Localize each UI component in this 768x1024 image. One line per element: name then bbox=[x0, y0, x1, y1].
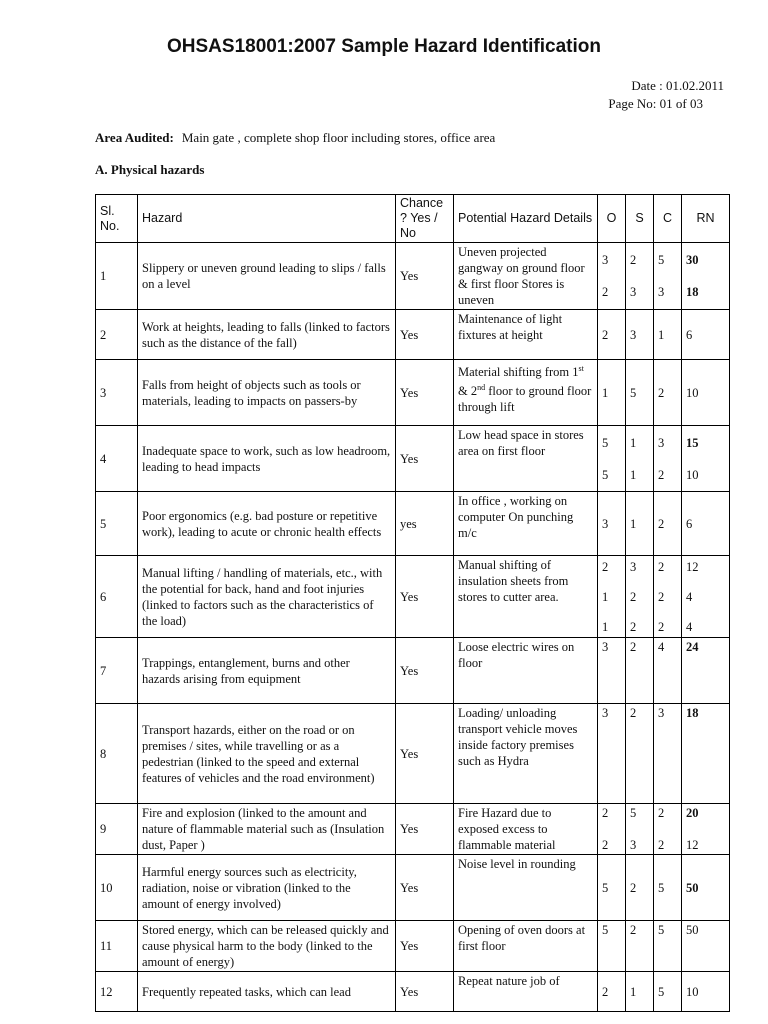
cell-o bbox=[598, 704, 626, 804]
cell-chance: Yes bbox=[396, 360, 454, 426]
cell-hazard: Poor ergonomics (e.g. bad posture or repetitive work), leading to acute or chronic health effects bbox=[138, 492, 396, 556]
table-header-row bbox=[96, 195, 730, 243]
table-row bbox=[96, 426, 730, 492]
value-o: 5 bbox=[602, 467, 609, 482]
value-o: 2 bbox=[602, 285, 609, 299]
cell-sl-no: 1 bbox=[96, 243, 138, 310]
cell-hazard: Manual lifting / handling of materials, etc., with the potential for back, hand and foot injuries (linked to factors such as the characteristics of the load) bbox=[138, 556, 396, 638]
cell-o bbox=[598, 426, 626, 492]
cell-details: Uneven projected gangway on ground floor & first floor Stores is uneven bbox=[454, 243, 598, 310]
value-rn: 10 bbox=[686, 984, 699, 999]
page-number: Page No: 01 of 03 bbox=[608, 96, 703, 111]
cell-o bbox=[598, 492, 626, 556]
cell-rn bbox=[682, 704, 730, 804]
cell-s bbox=[626, 804, 654, 855]
value-s: 2 bbox=[630, 619, 637, 634]
cell-details: Opening of oven doors at first floor bbox=[454, 921, 598, 972]
cell-hazard: Harmful energy sources such as electricity, radiation, noise or vibration (linked to the amount of energy involved) bbox=[138, 855, 396, 921]
cell-rn bbox=[682, 426, 730, 492]
cell-s bbox=[626, 310, 654, 360]
value-s: 3 bbox=[630, 559, 637, 574]
cell-details: Manual shifting of insulation sheets from stores to cutter area. bbox=[454, 556, 598, 638]
cell-chance: Yes bbox=[396, 243, 454, 310]
value-o: 2 bbox=[602, 984, 609, 999]
cell-chance: Yes bbox=[396, 638, 454, 704]
value-o: 1 bbox=[602, 385, 609, 400]
value-o: 2 bbox=[602, 327, 609, 342]
header-c: C bbox=[654, 195, 682, 243]
header-details: Potential Hazard Details bbox=[454, 195, 598, 243]
cell-s bbox=[626, 638, 654, 704]
value-c: 5 bbox=[658, 923, 665, 937]
cell-c bbox=[654, 426, 682, 492]
value-s: 2 bbox=[630, 253, 637, 267]
value-rn: 24 bbox=[686, 640, 699, 654]
header-sl-no: Sl. No. bbox=[96, 195, 138, 243]
cell-rn bbox=[682, 921, 730, 972]
cell-rn bbox=[682, 556, 730, 638]
value-c: 3 bbox=[658, 285, 665, 299]
cell-hazard: Inadequate space to work, such as low headroom, leading to head impacts bbox=[138, 426, 396, 492]
value-rn: 15 bbox=[686, 435, 699, 450]
cell-sl-no: 10 bbox=[96, 855, 138, 921]
cell-hazard: Trappings, entanglement, burns and other hazards arising from equipment bbox=[138, 638, 396, 704]
cell-sl-no: 5 bbox=[96, 492, 138, 556]
value-s: 3 bbox=[630, 285, 637, 299]
cell-c bbox=[654, 310, 682, 360]
value-c: 5 bbox=[658, 253, 665, 267]
cell-rn bbox=[682, 638, 730, 704]
area-audited bbox=[95, 130, 495, 146]
cell-chance: Yes bbox=[396, 804, 454, 855]
cell-chance: Yes bbox=[396, 704, 454, 804]
document-title: OHSAS18001:2007 Sample Hazard Identification bbox=[167, 36, 601, 57]
cell-hazard: Transport hazards, either on the road or on premises / sites, while travelling or as a pedestrian (linked to the speed and external features of vehicles and the road environment) bbox=[138, 704, 396, 804]
value-s: 2 bbox=[630, 706, 637, 720]
value-o: 3 bbox=[602, 640, 609, 654]
table-row bbox=[96, 310, 730, 360]
header-rn: RN bbox=[682, 195, 730, 243]
header-hazard: Hazard bbox=[138, 195, 396, 243]
cell-o bbox=[598, 804, 626, 855]
cell-c bbox=[654, 921, 682, 972]
cell-hazard: Frequently repeated tasks, which can lead bbox=[138, 972, 396, 1012]
value-rn: 4 bbox=[686, 619, 693, 634]
cell-o bbox=[598, 855, 626, 921]
cell-details: Maintenance of light fixtures at height bbox=[454, 310, 598, 360]
cell-o bbox=[598, 310, 626, 360]
value-c: 2 bbox=[658, 806, 665, 820]
value-o: 2 bbox=[602, 559, 609, 574]
value-c: 2 bbox=[658, 516, 665, 531]
value-c: 2 bbox=[658, 619, 665, 634]
document-date: Date : 01.02.2011 bbox=[631, 78, 724, 93]
value-rn: 50 bbox=[686, 923, 699, 937]
cell-c bbox=[654, 638, 682, 704]
table-row bbox=[96, 638, 730, 704]
cell-hazard: Work at heights, leading to falls (linked to factors such as the distance of the fall) bbox=[138, 310, 396, 360]
cell-sl-no: 9 bbox=[96, 804, 138, 855]
value-s: 1 bbox=[630, 984, 637, 999]
cell-s bbox=[626, 243, 654, 310]
header-o: O bbox=[598, 195, 626, 243]
value-rn: 50 bbox=[686, 880, 699, 895]
cell-details: Loose electric wires on floor bbox=[454, 638, 598, 704]
value-s: 2 bbox=[630, 640, 637, 654]
cell-s bbox=[626, 360, 654, 426]
cell-rn bbox=[682, 243, 730, 310]
cell-sl-no: 12 bbox=[96, 972, 138, 1012]
value-c: 4 bbox=[658, 640, 665, 654]
cell-c bbox=[654, 704, 682, 804]
cell-s bbox=[626, 704, 654, 804]
value-c: 3 bbox=[658, 706, 665, 720]
cell-details: Repeat nature job of bbox=[454, 972, 598, 1012]
cell-sl-no: 11 bbox=[96, 921, 138, 972]
cell-rn bbox=[682, 492, 730, 556]
table-row bbox=[96, 704, 730, 804]
value-rn: 20 bbox=[686, 806, 699, 820]
cell-s bbox=[626, 556, 654, 638]
cell-details: Loading/ unloading transport vehicle moves inside factory premises such as Hydra bbox=[454, 704, 598, 804]
value-s: 1 bbox=[630, 467, 637, 482]
cell-s bbox=[626, 426, 654, 492]
cell-chance: Yes bbox=[396, 310, 454, 360]
value-s: 5 bbox=[630, 385, 637, 400]
value-o: 5 bbox=[602, 880, 609, 895]
value-s: 1 bbox=[630, 435, 637, 450]
cell-s bbox=[626, 972, 654, 1012]
value-s: 2 bbox=[630, 880, 637, 895]
value-s: 3 bbox=[630, 327, 637, 342]
value-o: 3 bbox=[602, 516, 609, 531]
value-rn: 12 bbox=[686, 559, 699, 574]
value-c: 2 bbox=[658, 589, 665, 604]
cell-details: Fire Hazard due to exposed excess to flammable material bbox=[454, 804, 598, 855]
cell-o bbox=[598, 638, 626, 704]
cell-c bbox=[654, 804, 682, 855]
value-s: 3 bbox=[630, 838, 637, 852]
cell-c bbox=[654, 492, 682, 556]
value-o: 5 bbox=[602, 923, 609, 937]
table-row bbox=[96, 360, 730, 426]
value-c: 3 bbox=[658, 435, 665, 450]
table-row bbox=[96, 972, 730, 1012]
cell-rn bbox=[682, 972, 730, 1012]
value-rn: 10 bbox=[686, 385, 699, 400]
value-o: 5 bbox=[602, 435, 609, 450]
cell-s bbox=[626, 921, 654, 972]
cell-chance: Yes bbox=[396, 556, 454, 638]
value-s: 2 bbox=[630, 589, 637, 604]
value-c: 1 bbox=[658, 327, 665, 342]
value-o: 1 bbox=[602, 619, 609, 634]
header-s: S bbox=[626, 195, 654, 243]
cell-rn bbox=[682, 855, 730, 921]
cell-sl-no: 3 bbox=[96, 360, 138, 426]
cell-hazard: Falls from height of objects such as tools or materials, leading to impacts on passers-by bbox=[138, 360, 396, 426]
cell-hazard: Stored energy, which can be released quickly and cause physical harm to the body (linked to the amount of energy) bbox=[138, 921, 396, 972]
cell-o bbox=[598, 556, 626, 638]
cell-sl-no: 7 bbox=[96, 638, 138, 704]
hazard-table bbox=[95, 194, 730, 1012]
cell-hazard: Slippery or uneven ground leading to slips / falls on a level bbox=[138, 243, 396, 310]
cell-o bbox=[598, 921, 626, 972]
value-o: 2 bbox=[602, 806, 609, 820]
cell-details: In office , working on computer On punching m/c bbox=[454, 492, 598, 556]
value-s: 5 bbox=[630, 806, 637, 820]
area-audited-value: Main gate , complete shop floor including stores, office area bbox=[181, 130, 496, 145]
cell-sl-no: 6 bbox=[96, 556, 138, 638]
value-o: 3 bbox=[602, 706, 609, 720]
cell-chance: Yes bbox=[396, 921, 454, 972]
cell-c bbox=[654, 556, 682, 638]
cell-s bbox=[626, 492, 654, 556]
cell-c bbox=[654, 243, 682, 310]
value-rn: 18 bbox=[686, 285, 699, 299]
value-o: 2 bbox=[602, 838, 609, 852]
table-row bbox=[96, 556, 730, 638]
table-row bbox=[96, 492, 730, 556]
table-row bbox=[96, 804, 730, 855]
cell-hazard: Fire and explosion (linked to the amount and nature of flammable material such as (Insulation dust, Paper ) bbox=[138, 804, 396, 855]
cell-details: Low head space in stores area on first floor bbox=[454, 426, 598, 492]
value-c: 5 bbox=[658, 984, 665, 999]
value-o: 1 bbox=[602, 589, 609, 604]
cell-chance: yes bbox=[396, 492, 454, 556]
cell-s bbox=[626, 855, 654, 921]
value-rn: 4 bbox=[686, 589, 693, 604]
cell-details: Material shifting from 1st & 2nd floor to ground floor through lift bbox=[454, 360, 598, 426]
value-rn: 18 bbox=[686, 706, 699, 720]
value-s: 2 bbox=[630, 923, 637, 937]
table-row bbox=[96, 855, 730, 921]
value-rn: 10 bbox=[686, 467, 699, 482]
cell-rn bbox=[682, 360, 730, 426]
cell-sl-no: 2 bbox=[96, 310, 138, 360]
cell-chance: Yes bbox=[396, 855, 454, 921]
cell-chance: Yes bbox=[396, 426, 454, 492]
table-row bbox=[96, 243, 730, 310]
value-c: 2 bbox=[658, 559, 665, 574]
value-rn: 12 bbox=[686, 838, 699, 852]
value-o: 3 bbox=[602, 253, 609, 267]
cell-o bbox=[598, 360, 626, 426]
cell-o bbox=[598, 972, 626, 1012]
value-rn: 6 bbox=[686, 327, 693, 342]
value-c: 2 bbox=[658, 838, 665, 852]
table-row bbox=[96, 921, 730, 972]
cell-o bbox=[598, 243, 626, 310]
cell-c bbox=[654, 972, 682, 1012]
cell-sl-no: 8 bbox=[96, 704, 138, 804]
value-rn: 6 bbox=[686, 516, 693, 531]
cell-rn bbox=[682, 310, 730, 360]
value-s: 1 bbox=[630, 516, 637, 531]
cell-c bbox=[654, 360, 682, 426]
value-c: 2 bbox=[658, 385, 665, 400]
section-heading: A. Physical hazards bbox=[95, 162, 205, 177]
cell-chance: Yes bbox=[396, 972, 454, 1012]
value-rn: 30 bbox=[686, 253, 699, 267]
cell-details: Noise level in rounding bbox=[454, 855, 598, 921]
area-audited-label: Area Audited: bbox=[95, 130, 174, 145]
value-c: 2 bbox=[658, 467, 665, 482]
cell-sl-no: 4 bbox=[96, 426, 138, 492]
value-c: 5 bbox=[658, 880, 665, 895]
header-chance: Chance ? Yes / No bbox=[396, 195, 454, 243]
cell-rn bbox=[682, 804, 730, 855]
cell-c bbox=[654, 855, 682, 921]
